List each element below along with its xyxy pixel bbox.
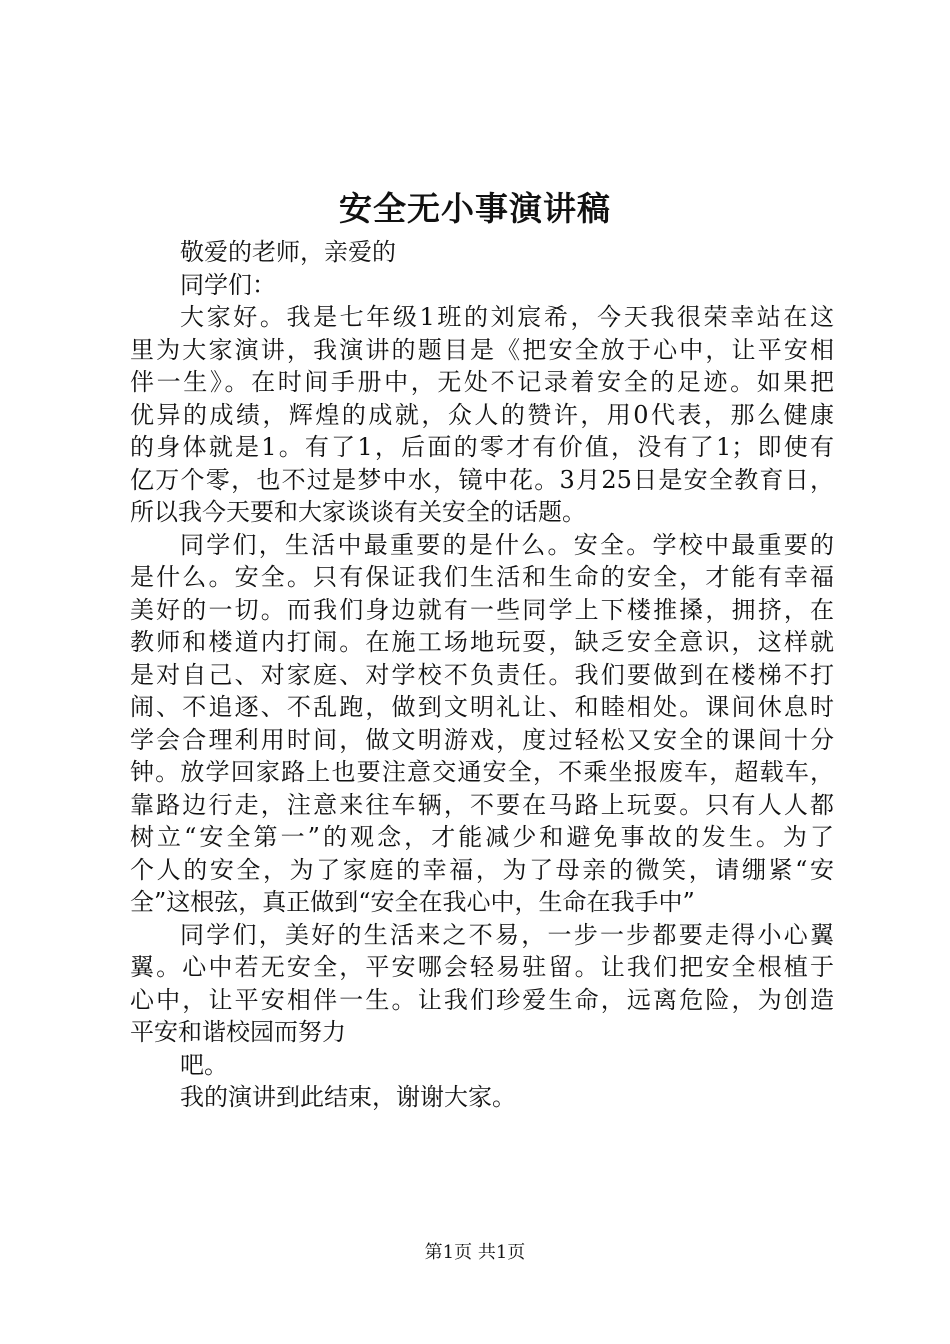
text-line: 靠路边行走，注意来往车辆，不要在马路上玩耍。只有人人都 <box>130 790 834 819</box>
text-line: 亿万个零，也不过是梦中水，镜中花。3月25日是安全教育日， <box>130 465 834 494</box>
text-line: 心中，让平安相伴一生。让我们珍爱生命，远离危险，为创造 <box>130 985 834 1014</box>
text-line: 大家好。我是七年级1班的刘宸希，今天我很荣幸站在这 <box>180 303 834 331</box>
text-line: 教师和楼道内打闹。在施工场地玩耍，缺乏安全意识，这样就 <box>130 628 834 656</box>
text-line: 翼。心中若无安全，平安哪会轻易驻留。让我们把安全根植于 <box>130 953 834 981</box>
text-line: 敬爱的老师，亲爱的 <box>180 238 396 266</box>
text-line: 是对自己、对家庭、对学校不负责任。我们要做到在楼梯不打 <box>130 660 834 689</box>
page-footer: 第1页 共1页 <box>424 1242 526 1263</box>
text-line: 个人的安全，为了家庭的幸福，为了母亲的微笑，请绷紧“安 <box>130 855 834 884</box>
document-body <box>130 236 834 1114</box>
text-line: 闹、不追逐、不乱跑，做到文明礼让、和睦相处。课间休息时 <box>130 693 834 721</box>
text-line: 吧。 <box>180 1050 228 1079</box>
text-line: 所以我今天要和大家谈谈有关安全的话题。 <box>130 498 586 526</box>
text-line: 树立“安全第一”的观念，才能减少和避免事故的发生。为了 <box>130 823 834 851</box>
text-line: 伴一生》。在时间手册中，无处不记录着安全的足迹。如果把 <box>130 368 834 396</box>
text-line: 里为大家演讲，我演讲的题目是《把安全放于心中，让平安相 <box>130 335 834 364</box>
text-line: 美好的一切。而我们身边就有一些同学上下楼推搡，拥挤，在 <box>130 595 834 624</box>
text-line: 是什么。安全。只有保证我们生活和生命的安全，才能有幸福 <box>130 563 834 591</box>
text-line: 学会合理利用时间，做文明游戏，度过轻松又安全的课间十分 <box>130 725 834 754</box>
text-line: 钟。放学回家路上也要注意交通安全，不乘坐报废车，超载车， <box>130 758 834 786</box>
text-line: 的身体就是1。有了1，后面的零才有价值，没有了1；即使有 <box>130 433 834 461</box>
text-line: 同学们，生活中最重要的是什么。安全。学校中最重要的 <box>180 530 834 559</box>
text-line: 同学们： <box>180 270 276 299</box>
text-line: 同学们，美好的生活来之不易，一步一步都要走得小心翼 <box>180 920 834 949</box>
text-line: 优异的成绩，辉煌的成就，众人的赞许，用0代表，那么健康 <box>130 400 834 429</box>
text-line: 我的演讲到此结束，谢谢大家。 <box>180 1083 516 1111</box>
text-line: 平安和谐校园而努力 <box>130 1018 346 1046</box>
document-title: 安全无小事演讲稿 <box>339 189 611 228</box>
text-line: 全”这根弦，真正做到“安全在我心中，生命在我手中” <box>130 888 695 916</box>
